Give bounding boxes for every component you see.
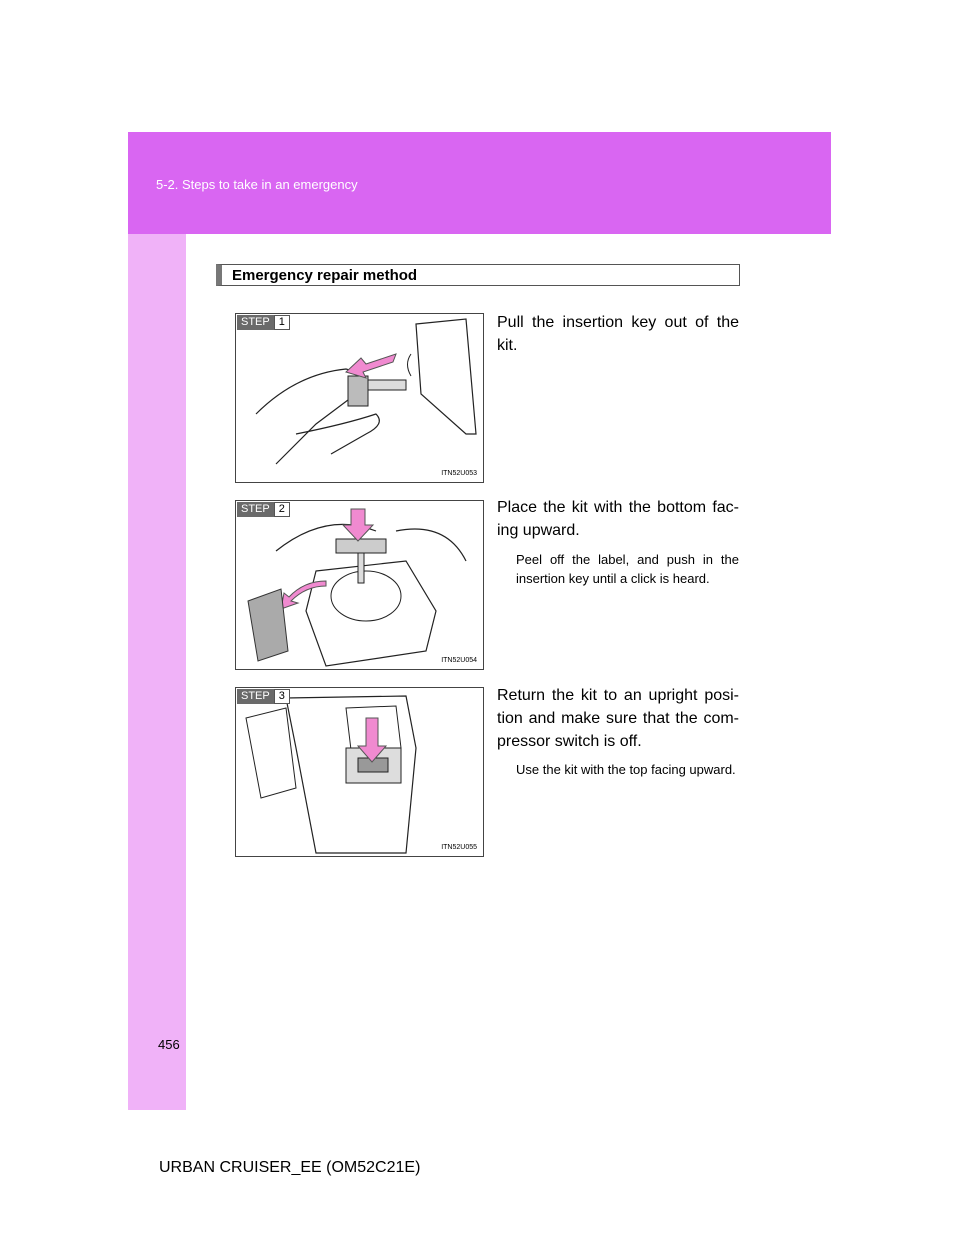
insertion-key-illustration	[236, 314, 484, 483]
step-3-text: Return the kit to an upright posi-tion and make sure that the com-pressor switch is off.	[497, 687, 739, 750]
section-title: Emergency repair method	[232, 267, 418, 284]
figure-code: ITN52U055	[441, 844, 477, 851]
step-label: STEP	[237, 315, 274, 330]
step-1-text: Pull the insertion key out of the kit.	[497, 314, 739, 354]
page-number: 456	[158, 1037, 180, 1052]
step-label: STEP	[237, 689, 274, 704]
step-number: 2	[274, 502, 290, 517]
figure-code: ITN52U054	[441, 657, 477, 664]
step-badge	[237, 502, 290, 517]
step-badge	[237, 315, 290, 330]
step-2-note: Peel off the label, and push in the insertion key until a click is heard.	[516, 552, 739, 586]
breadcrumb: 5-2. Steps to take in an emergency	[156, 177, 358, 192]
step-3-note: Use the kit with the top facing upward.	[516, 762, 736, 777]
step-label: STEP	[237, 502, 274, 517]
step-1-figure	[235, 313, 484, 483]
figure-code: ITN52U053	[441, 470, 477, 477]
section-heading	[216, 264, 740, 286]
step-2-text: Place the kit with the bottom fac-ing upward.	[497, 499, 739, 539]
kit-bottom-illustration	[236, 501, 484, 670]
compressor-switch-illustration	[236, 688, 484, 857]
step-number: 3	[274, 689, 290, 704]
step-badge	[237, 689, 290, 704]
step-2-figure	[235, 500, 484, 670]
side-band	[128, 234, 186, 1110]
header-band	[128, 132, 831, 234]
footer-model-code: URBAN CRUISER_EE (OM52C21E)	[159, 1159, 421, 1176]
step-number: 1	[274, 315, 290, 330]
step-3-figure	[235, 687, 484, 857]
